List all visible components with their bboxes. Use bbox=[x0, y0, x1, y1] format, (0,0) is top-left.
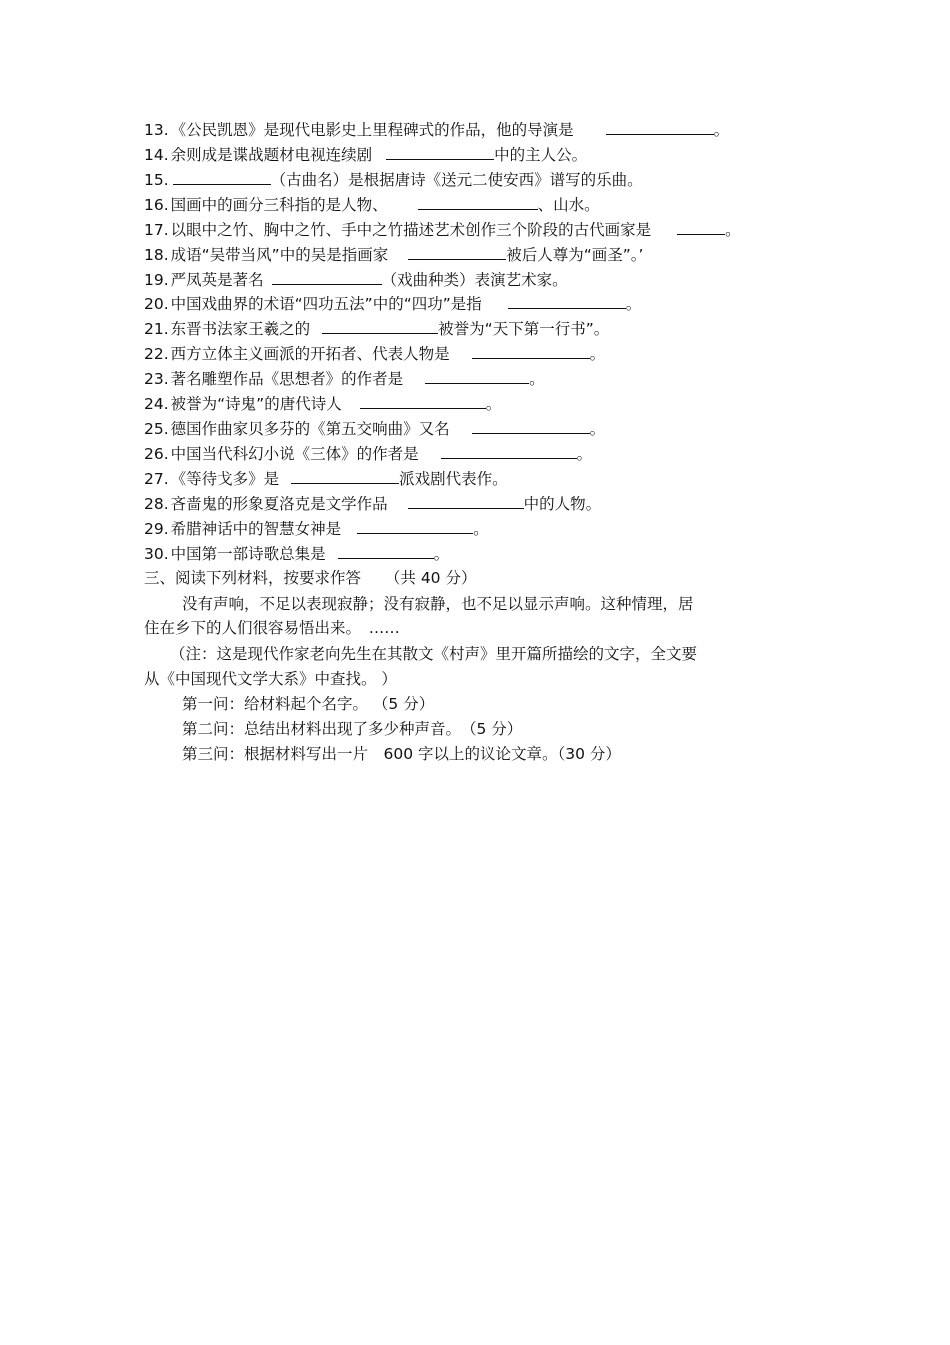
question-line bbox=[144, 544, 449, 564]
answer-blank[interactable] bbox=[360, 394, 486, 409]
question-line bbox=[144, 220, 741, 240]
question-number: 17. bbox=[144, 220, 169, 239]
passage-line: 没有声响，不足以表现寂静；没有寂静，也不足以显示声响。这种情理，居 bbox=[182, 595, 694, 613]
question-number: 15. bbox=[144, 170, 169, 189]
question-line bbox=[144, 294, 641, 314]
question-number: 19. bbox=[144, 270, 169, 289]
answer-blank[interactable] bbox=[357, 519, 473, 534]
question-line bbox=[144, 145, 587, 165]
question-text: 国画中的画分三科指的是人物、 bbox=[170, 195, 388, 214]
answer-blank[interactable] bbox=[408, 245, 506, 260]
question-text: 余则成是谍战题材电视连续剧 bbox=[170, 145, 373, 164]
answer-blank[interactable] bbox=[425, 369, 529, 384]
section-score: （共 40 分） bbox=[384, 569, 477, 587]
question-text: 《等待戈多》是 bbox=[170, 469, 280, 488]
question-text: 严凤英是著名 bbox=[170, 270, 264, 289]
question-number: 13. bbox=[144, 121, 169, 139]
question-text-after: 。 bbox=[725, 220, 741, 239]
question-line bbox=[144, 394, 501, 414]
answer-blank[interactable] bbox=[472, 344, 590, 359]
answer-blank[interactable] bbox=[508, 294, 626, 309]
question-number: 14. bbox=[144, 145, 169, 164]
question-text-after: （古曲名）是根据唐诗《送元二使安西》谱写的乐曲。 bbox=[270, 170, 643, 189]
question-text: 希腊神话中的智慧女神是 bbox=[170, 519, 342, 538]
question-number: 16. bbox=[144, 195, 169, 214]
question-text-after: 被誉为“天下第一行书”。 bbox=[438, 320, 610, 339]
question-line bbox=[144, 419, 605, 439]
question-text-after: 中的主人公。 bbox=[494, 145, 588, 164]
question-line bbox=[144, 170, 643, 190]
question-line bbox=[144, 344, 605, 364]
question-text: 吝啬鬼的形象夏洛克是文学作品 bbox=[170, 494, 388, 513]
question-text: 德国作曲家贝多芬的《第五交响曲》又名 bbox=[170, 420, 450, 439]
question-text: 中国当代科幻小说《三体》的作者是 bbox=[170, 444, 419, 463]
question-line bbox=[144, 270, 568, 290]
question-line bbox=[144, 245, 643, 265]
note-line: （注：这是现代作家老向先生在其散文《村声》里开篇所描绘的文字，全文要 bbox=[170, 645, 698, 663]
question-text-after: 中的人物。 bbox=[523, 494, 602, 513]
question-line bbox=[144, 469, 508, 489]
note-line: 从《中国现代文学大系》中查找。 ） bbox=[144, 670, 397, 688]
answer-blank[interactable] bbox=[677, 220, 725, 235]
question-text-after: 、山水。 bbox=[537, 195, 600, 214]
question-number: 24. bbox=[144, 395, 169, 414]
question-text: 《公民凯恩》是现代电影史上里程碑式的作品，他的导演是 bbox=[170, 121, 574, 139]
question-number: 30. bbox=[144, 544, 169, 563]
question-text-after: 。 bbox=[713, 121, 730, 139]
question-line bbox=[144, 195, 600, 215]
question-number: 20. bbox=[144, 295, 169, 314]
section-heading bbox=[144, 568, 476, 588]
answer-blank[interactable] bbox=[291, 469, 399, 484]
answer-blank[interactable] bbox=[441, 444, 577, 459]
question-text-after: 。 bbox=[625, 295, 642, 314]
question-text-after: 。 bbox=[589, 345, 606, 364]
answer-blank[interactable] bbox=[322, 319, 438, 334]
question-line bbox=[144, 319, 609, 339]
question-number: 27. bbox=[144, 469, 169, 488]
question-line bbox=[144, 519, 489, 539]
question-number: 29. bbox=[144, 519, 169, 538]
question-3: 第三问：根据材料写出一片 600 字以上的议论文章。（30 分） bbox=[182, 745, 621, 763]
question-text-after: 。 bbox=[529, 370, 545, 389]
question-number: 23. bbox=[144, 370, 169, 389]
question-text-after: 被后人尊为“画圣”。’ bbox=[506, 245, 644, 264]
question-text: 东晋书法家王羲之的 bbox=[170, 320, 311, 339]
answer-blank[interactable] bbox=[272, 270, 382, 285]
question-text-after: 。 bbox=[485, 395, 502, 414]
question-line bbox=[144, 369, 545, 389]
question-number: 26. bbox=[144, 444, 169, 463]
answer-blank[interactable] bbox=[338, 544, 434, 559]
question-text-after: 。 bbox=[589, 420, 606, 439]
question-text-after: （戏曲种类）表演艺术家。 bbox=[381, 270, 568, 289]
question-text-after: 。 bbox=[576, 444, 593, 463]
question-text: 中国戏曲界的术语“四功五法”中的“四功”是指 bbox=[170, 295, 482, 314]
question-1: 第一问：给材料起个名字。 （5 分） bbox=[182, 695, 435, 713]
question-text: 成语“吴带当风”中的吴是指画家 bbox=[170, 245, 389, 264]
question-text-after: 派戏剧代表作。 bbox=[399, 469, 508, 488]
answer-blank[interactable] bbox=[408, 494, 524, 509]
passage-line: 住在乡下的人们很容易悟出来。 …… bbox=[144, 619, 400, 637]
question-number: 22. bbox=[144, 345, 169, 364]
answer-blank[interactable] bbox=[173, 170, 271, 185]
question-text: 中国第一部诗歌总集是 bbox=[170, 544, 326, 563]
question-text: 以眼中之竹、胸中之竹、手中之竹描述艺术创作三个阶段的古代画家是 bbox=[170, 220, 652, 239]
question-number: 25. bbox=[144, 420, 169, 439]
question-text-after: 。 bbox=[473, 519, 489, 538]
question-number: 18. bbox=[144, 245, 169, 264]
answer-blank[interactable] bbox=[472, 419, 590, 434]
question-line bbox=[144, 120, 729, 140]
question-text: 著名雕塑作品《思想者》的作者是 bbox=[170, 370, 404, 389]
question-number: 21. bbox=[144, 320, 169, 339]
answer-blank[interactable] bbox=[418, 195, 538, 210]
answer-blank[interactable] bbox=[606, 120, 714, 135]
question-text: 西方立体主义画派的开拓者、代表人物是 bbox=[170, 345, 450, 364]
question-2: 第二问：总结出材料出现了多少种声音。 （5 分） bbox=[182, 720, 523, 738]
answer-blank[interactable] bbox=[386, 145, 494, 160]
question-line bbox=[144, 444, 592, 464]
question-text-after: 。 bbox=[433, 544, 450, 563]
question-line bbox=[144, 494, 601, 514]
question-text: 被誉为“诗鬼”的唐代诗人 bbox=[170, 395, 342, 414]
section-title: 三、阅读下列材料，按要求作答 bbox=[144, 569, 362, 587]
question-number: 28. bbox=[144, 494, 169, 513]
